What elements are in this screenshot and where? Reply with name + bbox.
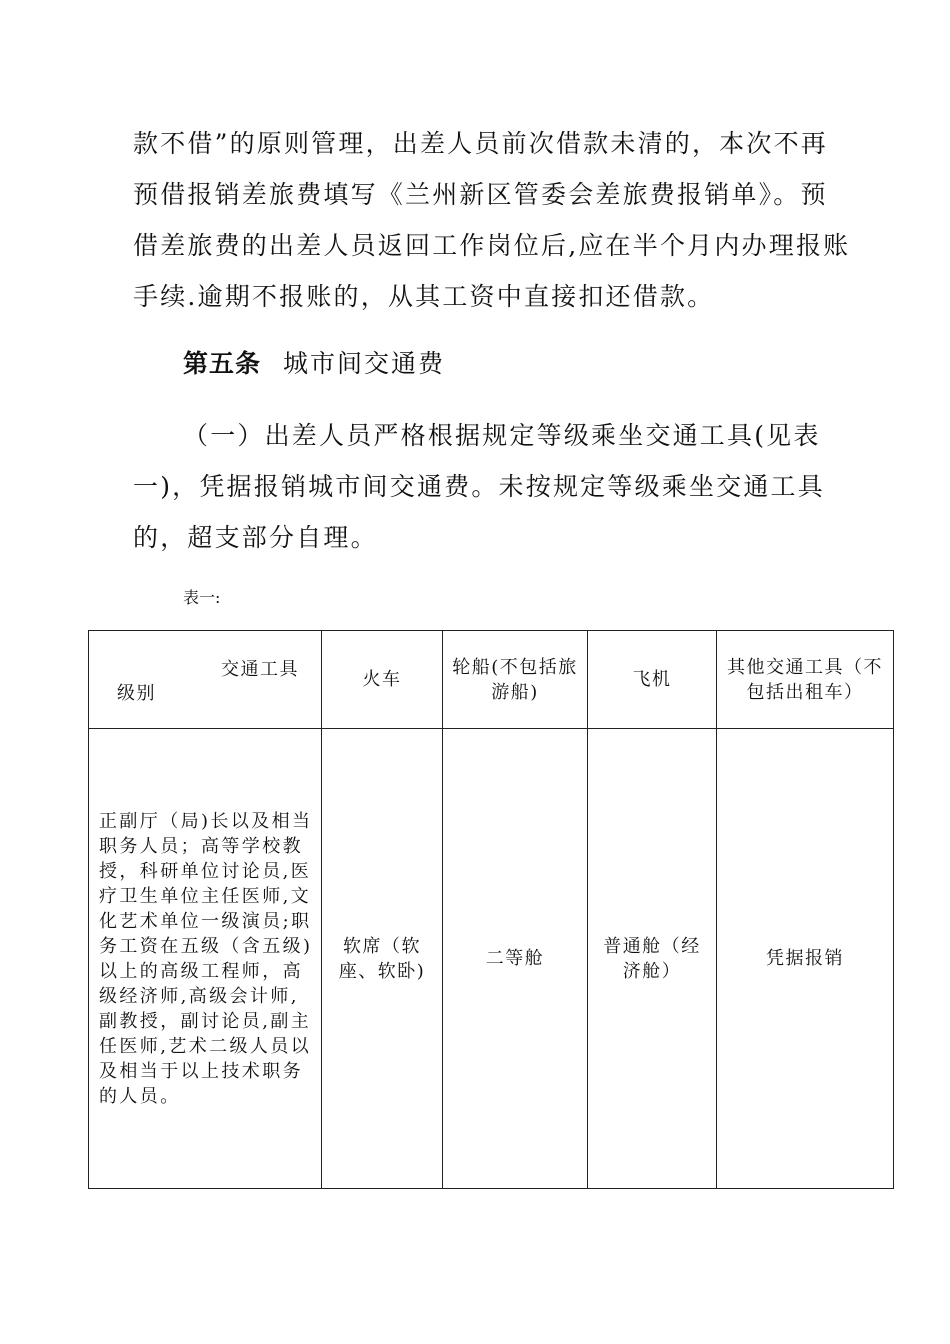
column-header-train: 火车 (322, 631, 443, 729)
article-number: 第五条 (183, 349, 262, 378)
article-heading (183, 338, 445, 389)
transport-standards-table (88, 630, 894, 1189)
column-header-plane: 飞机 (588, 631, 717, 729)
table-row (89, 729, 894, 1189)
table-corner-header (89, 631, 322, 729)
corner-header-level: 级别 (117, 683, 156, 704)
paragraph-transport-text: （一）出差人员严格根据规定等级乘坐交通工具(见表一)，凭据报销城市间交通费。未按规定等级乘坐交通工具的，超支部分自理。 (133, 421, 825, 552)
cell-ship: 二等舱 (443, 729, 588, 1189)
article-title: 城市间交通费 (283, 349, 446, 378)
cell-level: 正副厅（局)长以及相当职务人员；高等学校教授，科研单位讨论员,医疗卫生单位主任医师,文化艺术单位一级演员;职务工资在五级（含五级)以上的高级工程师，高级经济师,高级会计师,副教授，副讨论员,副主任医师,艺术二级人员以及相当于以上技术职务的人员。 (89, 729, 322, 1189)
cell-plane: 普通舱（经济舱） (588, 729, 717, 1189)
table-header-row (89, 631, 894, 729)
cell-train: 软席（软座、软卧) (322, 729, 443, 1189)
column-header-other: 其他交通工具（不包括出租车） (717, 631, 894, 729)
cell-other: 凭据报销 (717, 729, 894, 1189)
corner-header-transport: 交通工具 (221, 659, 299, 680)
column-header-ship: 轮船(不包括旅游船) (443, 631, 588, 729)
paragraph-transport-standard (133, 410, 853, 563)
table-caption: 表一: (183, 588, 221, 607)
paragraph-reimbursement-rules: 款不借”的原则管理，出差人员前次借款未清的，本次不再预借报销差旅费填写《兰州新区管委会差旅费报销单》。预借差旅费的出差人员返回工作岗位后,应在半个月内办理报账手续.逾期不报账的，从其工资中直接扣还借款。 (133, 129, 851, 311)
